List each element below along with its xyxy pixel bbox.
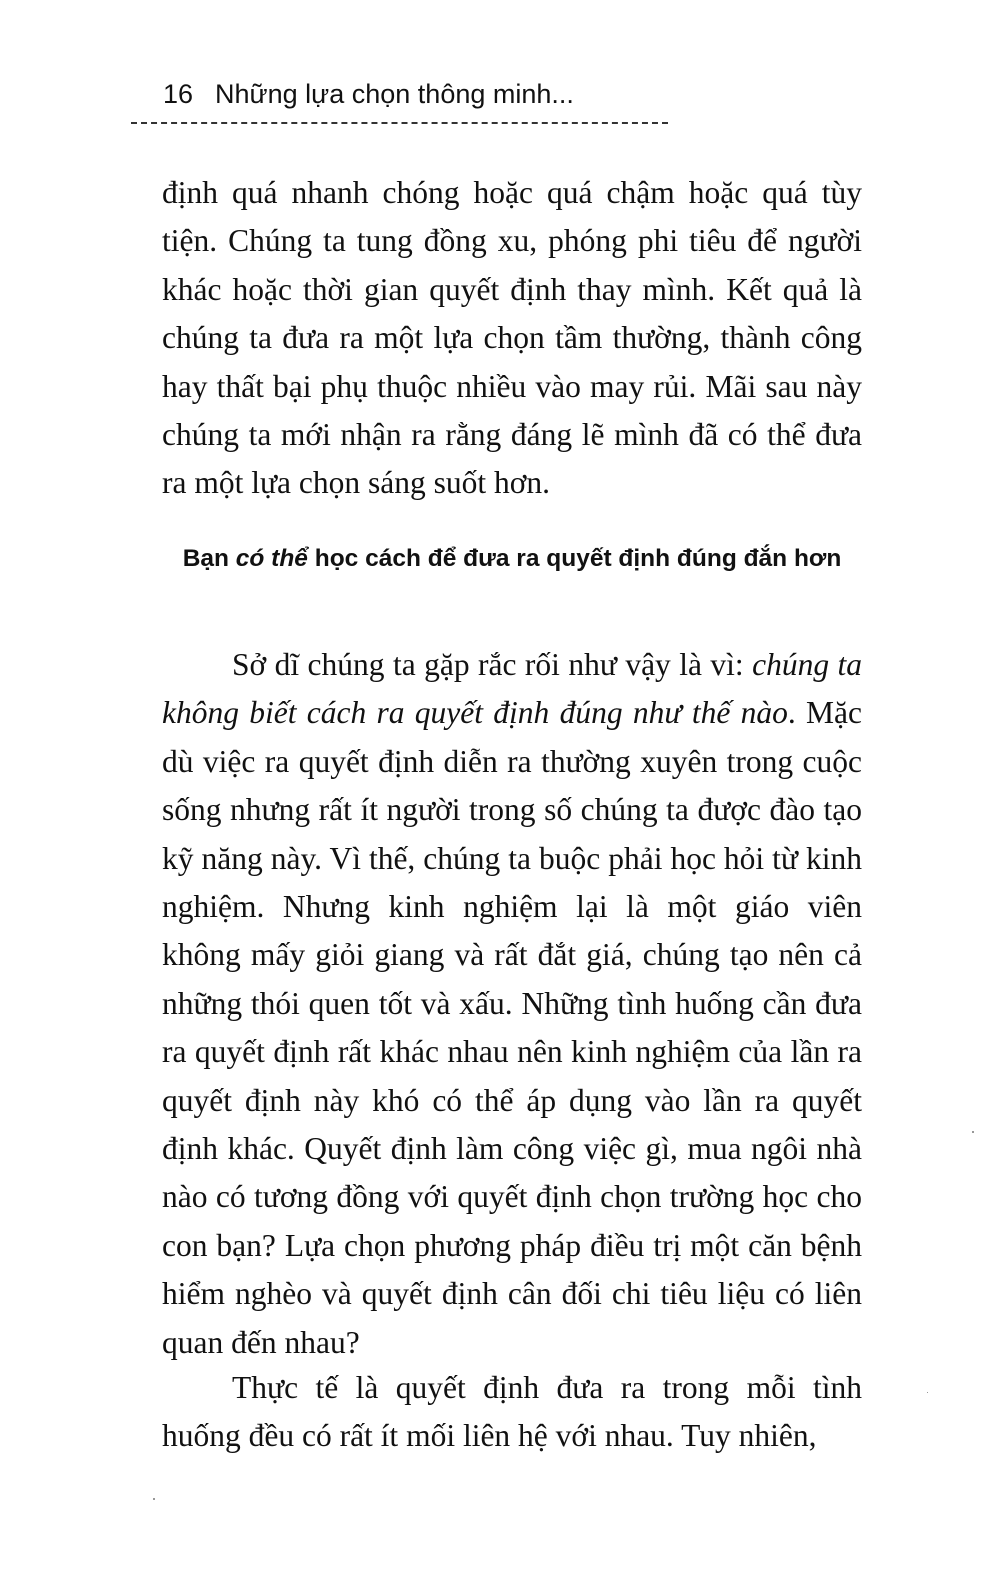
page-number: 16 (163, 79, 194, 109)
heading-part-3: học cách để đưa ra quyết định đúng đắn hơn (307, 545, 842, 572)
section-heading (162, 538, 862, 579)
scan-speck (927, 1392, 928, 1393)
running-title: Những lựa chọn thông minh... (215, 79, 574, 109)
paragraph-2-lead: Sở dĩ chúng ta gặp rắc rối như vậy là vì: (232, 647, 753, 682)
running-header (163, 76, 673, 112)
paragraph-2-emphasis: chúng ta không biết cách ra quyết định đúng như thế nào (162, 647, 863, 731)
heading-part-1: Bạn (182, 545, 236, 572)
paragraph-3: Thực tế là quyết định đưa ra trong mỗi tình huống đều có rất ít mối liên hệ với nhau. Tuy nhiên, (162, 1370, 862, 1454)
scan-speck (972, 1131, 974, 1133)
paragraph-continued: định quá nhanh chóng hoặc quá chậm hoặc quá tùy tiện. Chúng ta tung đồng xu, phóng phi tiêu để người khác hoặc thời gian quyết định thay mình. Kết quả là chúng ta đưa ra một lựa chọn tầm thường, thành công hay thất bại phụ thuộc nhiều vào may rủi. Mãi sau này chúng ta mới nhận ra rằng đáng lẽ mình đã có thể đưa ra một lựa chọn sáng suốt hơn. (162, 175, 862, 501)
paragraph-2-rest: . Mặc dù việc ra quyết định diễn ra thường xuyên trong cuộc sống nhưng rất ít người trong số chúng ta được đào tạo kỹ năng này. Vì thế, chúng ta buộc phải học hỏi từ kinh nghiệm. Nhưng kinh nghiệm lại là một giáo viên không mấy giỏi giang và rất đắt giá, chúng tạo nên cả những thói quen tốt và xấu. Những tình huống cần đưa ra quyết định rất khác nhau nên kinh nghiệm của lần ra quyết định này khó có thể áp dụng vào lần ra quyết định khác. Quyết định làm công việc gì, mua ngôi nhà nào có tương đồng với quyết định chọn trường học cho con bạn? Lựa chọn phương pháp điều trị một căn bệnh hiểm nghèo và quyết định cân đối chi tiêu liệu có liên quan đến nhau? (162, 695, 862, 1360)
scan-speck (153, 1498, 155, 1500)
header-dashed-rule (131, 122, 668, 124)
paragraph-2 (162, 641, 862, 1367)
heading-emphasis: có thể (235, 545, 308, 572)
